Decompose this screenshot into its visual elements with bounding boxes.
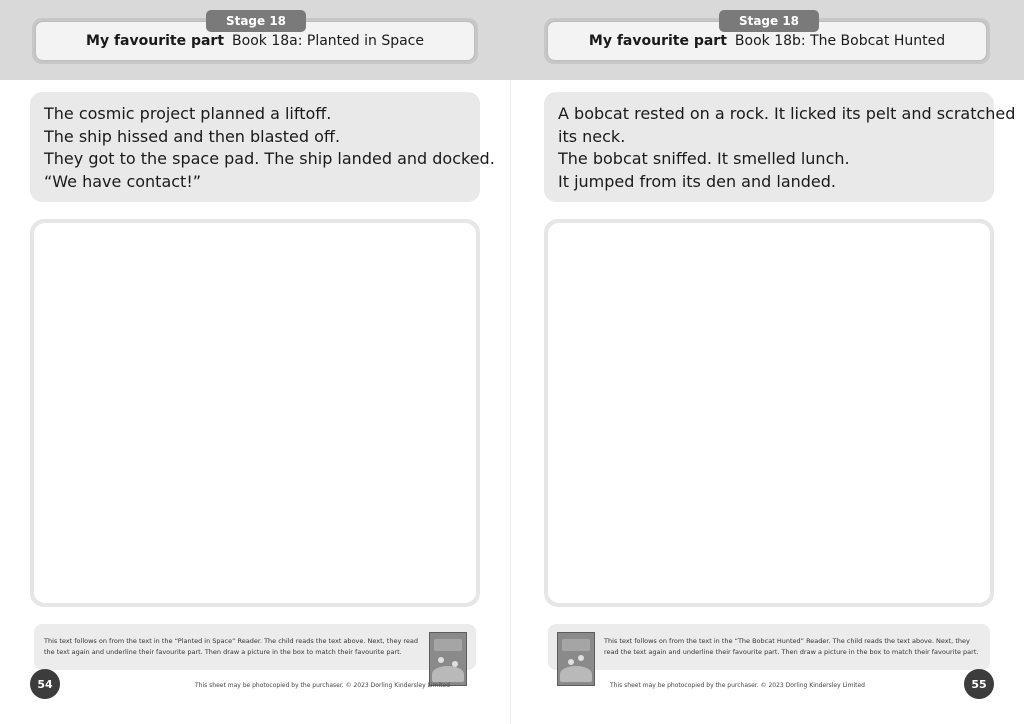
story-line: The bobcat sniffed. It smelled lunch. <box>558 149 850 168</box>
book-cover-thumbnail-icon <box>429 632 467 686</box>
right-page-number: 55 <box>964 669 994 699</box>
left-drawing-area[interactable] <box>34 223 476 603</box>
story-line: They got to the space pad. The ship landed and docked. <box>44 149 495 168</box>
right-drawing-box[interactable] <box>544 219 994 607</box>
right-drawing-area[interactable] <box>548 223 990 603</box>
right-stage-badge: Stage 18 <box>719 10 819 32</box>
story-line: its neck. <box>558 126 626 146</box>
left-book-title: Book 18a: Planted in Space <box>232 33 424 49</box>
right-copyright: This sheet may be photocopied by the purchaser. © 2023 Dorling Kindersley Limited <box>610 682 865 689</box>
story-line: It jumped from its den and landed. <box>558 171 836 191</box>
left-instruction-note: This text follows on from the text in the “Planted in Space” Reader. The child reads the text above. Next, they read the text again and underline their favourite part. Then draw a picture in the box to match their favourite part. <box>34 624 476 670</box>
right-story-text <box>544 92 1016 202</box>
story-line: A bobcat rested on a rock. It licked its pelt and scratched <box>558 104 1016 123</box>
story-line: “We have contact!” <box>44 171 202 191</box>
right-instruction-note: This text follows on from the text in the “The Bobcat Hunted” Reader. The child reads the text above. Next, they read the text again and underline their favourite part. Then draw a picture in the box to match their favourite part. <box>548 624 990 670</box>
page-divider <box>510 80 511 724</box>
left-copyright: This sheet may be photocopied by the purchaser. © 2023 Dorling Kindersley Limited <box>195 682 450 689</box>
right-title-label: My favourite part <box>588 33 727 49</box>
right-book-title: Book 18b: The Bobcat Hunted <box>734 33 946 49</box>
story-line: The cosmic project planned a liftoff. <box>44 104 332 123</box>
left-title-label: My favourite part <box>86 33 225 49</box>
left-stage-badge: Stage 18 <box>206 10 306 32</box>
left-page-number: 54 <box>30 669 60 699</box>
story-line: The ship hissed and then blasted off. <box>44 126 341 146</box>
left-story-text <box>30 92 495 202</box>
book-cover-thumbnail-icon <box>557 632 595 686</box>
left-drawing-box[interactable] <box>30 219 480 607</box>
